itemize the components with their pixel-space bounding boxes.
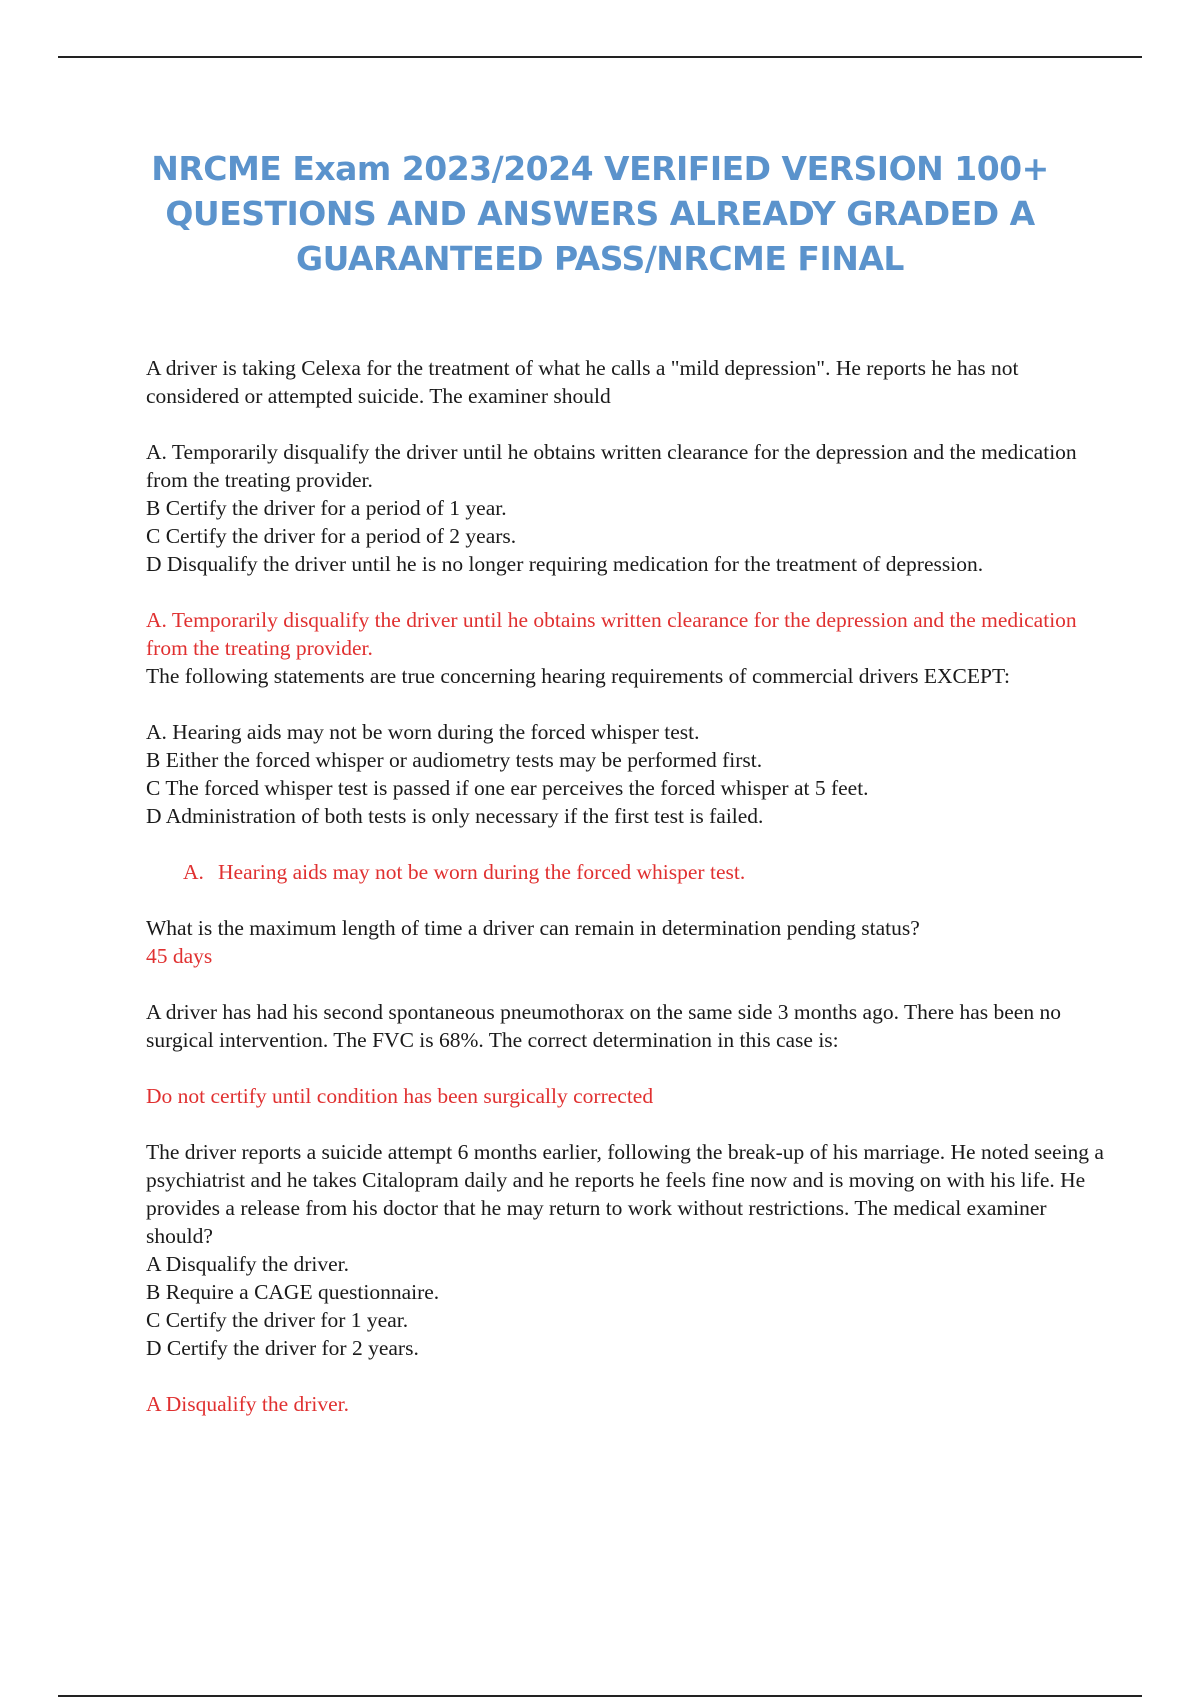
question-5-option-b: B Require a CAGE questionnaire. — [146, 1280, 440, 1304]
question-5-option-c: C Certify the driver for 1 year. — [146, 1308, 409, 1332]
question-3: What is the maximum length of time a driver can remain in determination pending status? — [146, 916, 920, 940]
question-2-option-a: A. Hearing aids may not be worn during the forced whisper test. — [146, 720, 700, 744]
question-4-answer: Do not certify until condition has been surgically corrected — [146, 1084, 654, 1108]
question-1-option-b: B Certify the driver for a period of 1 year. — [146, 496, 507, 520]
question-1-option-a: A. Temporarily disqualify the driver until he obtains written clearance for the depression and the medication from the treating provider. — [146, 440, 1077, 492]
question-5-option-d: D Certify the driver for 2 years. — [146, 1336, 419, 1360]
bottom-rule — [58, 1695, 1142, 1697]
question-1: A driver is taking Celexa for the treatment of what he calls a "mild depression". He reports he has not considered or attempted suicide. The examiner should — [146, 356, 1019, 408]
question-2-answer-letter: A. — [183, 860, 204, 884]
question-1-answer: A. Temporarily disqualify the driver until he obtains written clearance for the depression and the medication from the treating provider. — [146, 608, 1077, 660]
qa-content — [146, 354, 1106, 1418]
top-rule — [58, 56, 1142, 58]
question-1-option-c: C Certify the driver for a period of 2 years. — [146, 524, 517, 548]
question-5-answer: A Disqualify the driver. — [146, 1392, 350, 1416]
question-1-option-d: D Disqualify the driver until he is no longer requiring medication for the treatment of depression. — [146, 552, 984, 576]
question-5-option-a: A Disqualify the driver. — [146, 1252, 350, 1276]
question-2-option-d: D Administration of both tests is only necessary if the first test is failed. — [146, 804, 764, 828]
question-2-option-c: C The forced whisper test is passed if one ear perceives the forced whisper at 5 feet. — [146, 776, 869, 800]
question-5: The driver reports a suicide attempt 6 months earlier, following the break-up of his marriage. He noted seeing a psychiatrist and he takes Citalopram daily and he reports he feels fine now and is moving on with his life. He provides a release from his doctor that he may return to work without restrictions. The medical examiner should? — [146, 1140, 1104, 1248]
question-2: The following statements are true concerning hearing requirements of commercial drivers EXCEPT: — [146, 664, 1011, 688]
document-title: NRCME Exam 2023/2024 VERIFIED VERSION 100+ QUESTIONS AND ANSWERS ALREADY GRADED A GUARANTEED PASS/NRCME FINAL — [151, 149, 1049, 278]
question-2-answer-text: Hearing aids may not be worn during the forced whisper test. — [218, 860, 746, 884]
question-3-answer: 45 days — [146, 944, 213, 968]
question-2-option-b: B Either the forced whisper or audiometry tests may be performed first. — [146, 748, 763, 772]
question-4: A driver has had his second spontaneous pneumothorax on the same side 3 months ago. There has been no surgical intervention. The FVC is 68%. The correct determination in this case is: — [146, 1000, 1061, 1052]
question-2-answer — [146, 858, 1106, 886]
